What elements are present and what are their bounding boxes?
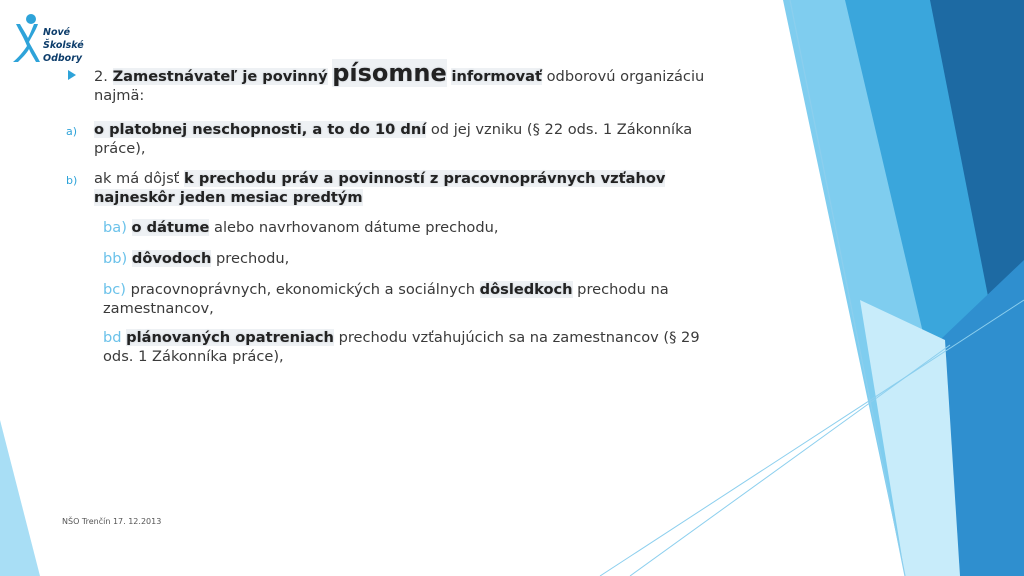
item-ba <box>103 218 783 237</box>
intro-rest-1: odborovú organizáciu <box>541 68 705 85</box>
arrow-bullet-icon <box>68 70 76 80</box>
item-bd-rest-1: prechodu vzťahujúcich sa na zamestnancov (§ 29 <box>333 329 700 346</box>
item-bb <box>103 249 783 268</box>
right-facet-pale <box>860 300 960 576</box>
footer-text: NŠO Trenčín 17. 12.2013 <box>62 517 162 526</box>
item-a <box>66 120 786 158</box>
item-a-rest-1: od jej vzniku (§ 22 ods. 1 Zákonníka <box>426 121 693 138</box>
item-b-pre: ak má dôjsť <box>94 170 185 187</box>
item-b-marker: b) <box>66 174 78 187</box>
item-bc-rest-2: zamestnancov, <box>103 300 214 317</box>
item-b-bold-1: k prechodu práv a povinností z pracovnoprávnych vzťahov <box>184 170 666 187</box>
logo <box>10 12 100 64</box>
left-edge-shape <box>0 420 40 576</box>
intro-bold-1: Zamestnávateľ je povinný <box>112 68 328 85</box>
item-bd-bold: plánovaných opatreniach <box>126 329 334 346</box>
item-bc <box>103 280 783 318</box>
item-bc-marker: bc) <box>103 281 126 298</box>
item-bc-bold: dôsledkoch <box>479 281 573 298</box>
item-b-bold-2: najneskôr jeden mesiac predtým <box>94 189 363 206</box>
intro-rest-2: najmä: <box>94 87 145 104</box>
item-bb-bold: dôvodoch <box>131 250 212 267</box>
item-a-rest-2: práce), <box>94 140 146 157</box>
item-bd-rest-2: ods. 1 Zákonníka práce), <box>103 348 284 365</box>
logo-text <box>43 26 84 65</box>
item-a-bold: o platobnej neschopnosti, a to do 10 dní <box>94 121 427 138</box>
intro-number: 2. <box>94 68 108 85</box>
item-bb-marker: bb) <box>103 250 128 267</box>
intro-big-word: písomne <box>332 59 447 87</box>
item-ba-rest: alebo navrhovanom dátume prechodu, <box>209 219 499 236</box>
logo-line-2: Školské <box>43 40 84 51</box>
item-bd-marker: bd <box>103 329 122 346</box>
intro-bold-2: informovať <box>451 68 542 85</box>
logo-line-1: Nové <box>43 27 71 38</box>
logo-line-3: Odbory <box>43 53 83 64</box>
item-ba-marker: ba) <box>103 219 127 236</box>
item-b <box>66 169 786 207</box>
item-bc-pre: pracovnoprávnych, ekonomických a sociálnych <box>125 281 480 298</box>
item-ba-bold: o dátume <box>131 219 210 236</box>
item-bd <box>103 328 783 366</box>
item-bb-rest: prechodu, <box>211 250 290 267</box>
intro-paragraph <box>66 59 786 105</box>
ribbon-person-icon <box>10 12 40 64</box>
item-bc-rest-1: prechodu na <box>572 281 669 298</box>
item-a-marker: a) <box>66 125 78 138</box>
